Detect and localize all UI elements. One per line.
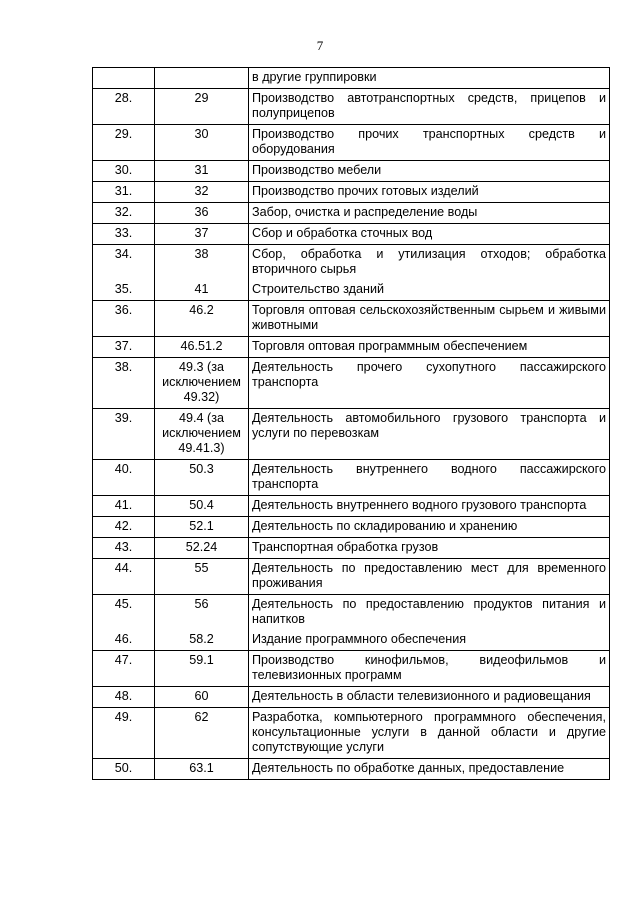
- row-number: 47.: [93, 651, 155, 687]
- row-number: 31.: [93, 182, 155, 203]
- row-number: [93, 68, 155, 89]
- okved-code: 52.1: [155, 517, 249, 538]
- activity-description: Сбор, обработка и утилизация отходов; обработка вторичного сырья: [249, 245, 610, 281]
- table-row: [93, 68, 610, 89]
- table-row: [93, 182, 610, 203]
- table-row: [93, 538, 610, 559]
- activity-description: Производство кинофильмов, видеофильмов и телевизионных программ: [249, 651, 610, 687]
- row-number: 29.: [93, 125, 155, 161]
- okved-code: 49.3 (за исключением 49.32): [155, 358, 249, 409]
- activity-description: Деятельность по обработке данных, предоставление: [249, 759, 610, 780]
- okved-code: 49.4 (за исключением 49.41.3): [155, 409, 249, 460]
- row-number: 48.: [93, 687, 155, 708]
- okved-code: 41: [155, 280, 249, 301]
- activity-description: Сбор и обработка сточных вод: [249, 224, 610, 245]
- row-number: 44.: [93, 559, 155, 595]
- activity-description: Деятельность прочего сухопутного пассажирского транспорта: [249, 358, 610, 409]
- row-number: 40.: [93, 460, 155, 496]
- okved-code: 59.1: [155, 651, 249, 687]
- okved-code: 46.2: [155, 301, 249, 337]
- table-row: [93, 708, 610, 759]
- activity-description: Транспортная обработка грузов: [249, 538, 610, 559]
- table-row: [93, 630, 610, 651]
- row-number: 46.: [93, 630, 155, 651]
- row-number: 35.: [93, 280, 155, 301]
- okved-code: 46.51.2: [155, 337, 249, 358]
- activity-description: Торговля оптовая программным обеспечением: [249, 337, 610, 358]
- okved-code: 62: [155, 708, 249, 759]
- table-row: [93, 496, 610, 517]
- okved-code: 50.4: [155, 496, 249, 517]
- activity-description: Деятельность внутреннего водного пассажирского транспорта: [249, 460, 610, 496]
- okved-code: 31: [155, 161, 249, 182]
- activity-description: Деятельность по предоставлению продуктов питания и напитков: [249, 595, 610, 631]
- table-row: [93, 759, 610, 780]
- row-number: 50.: [93, 759, 155, 780]
- activity-description: Разработка, компьютерного программного обеспечения, консультационные услуги в данной области и другие сопутствующие услуги: [249, 708, 610, 759]
- activity-description: Деятельность по складированию и хранению: [249, 517, 610, 538]
- row-number: 37.: [93, 337, 155, 358]
- okved-code: 37: [155, 224, 249, 245]
- activity-description: Деятельность в области телевизионного и радиовещания: [249, 687, 610, 708]
- row-number: 49.: [93, 708, 155, 759]
- okved-code: 55: [155, 559, 249, 595]
- okved-code: 32: [155, 182, 249, 203]
- table-row: [93, 89, 610, 125]
- row-number: 34.: [93, 245, 155, 281]
- activity-description: Торговля оптовая сельскохозяйственным сырьем и живыми животными: [249, 301, 610, 337]
- activity-description: Деятельность по предоставлению мест для временного проживания: [249, 559, 610, 595]
- okved-code: 60: [155, 687, 249, 708]
- okved-code: 58.2: [155, 630, 249, 651]
- row-number: 33.: [93, 224, 155, 245]
- okved-code: [155, 68, 249, 89]
- row-number: 30.: [93, 161, 155, 182]
- table-row: [93, 161, 610, 182]
- okved-code: 63.1: [155, 759, 249, 780]
- row-number: 43.: [93, 538, 155, 559]
- table-row: [93, 280, 610, 301]
- table-row: [93, 203, 610, 224]
- table-row: [93, 651, 610, 687]
- okved-code: 29: [155, 89, 249, 125]
- row-number: 39.: [93, 409, 155, 460]
- table-row: [93, 301, 610, 337]
- okved-code: 52.24: [155, 538, 249, 559]
- table-row: [93, 125, 610, 161]
- activity-description: Производство прочих транспортных средств и оборудования: [249, 125, 610, 161]
- row-number: 45.: [93, 595, 155, 631]
- row-number: 41.: [93, 496, 155, 517]
- row-number: 28.: [93, 89, 155, 125]
- activity-description: Производство мебели: [249, 161, 610, 182]
- table-row: [93, 687, 610, 708]
- activity-description: Производство прочих готовых изделий: [249, 182, 610, 203]
- okved-code: 50.3: [155, 460, 249, 496]
- activity-description: Производство автотранспортных средств, прицепов и полуприцепов: [249, 89, 610, 125]
- row-number: 38.: [93, 358, 155, 409]
- table-row: [93, 595, 610, 631]
- activity-description: в другие группировки: [249, 68, 610, 89]
- activity-codes-table: [92, 67, 610, 780]
- page-number: 7: [316, 38, 324, 53]
- activity-description: Деятельность автомобильного грузового транспорта и услуги по перевозкам: [249, 409, 610, 460]
- table-row: [93, 517, 610, 538]
- table-row: [93, 224, 610, 245]
- okved-code: 56: [155, 595, 249, 631]
- activity-description: Строительство зданий: [249, 280, 610, 301]
- okved-code: 38: [155, 245, 249, 281]
- okved-code: 36: [155, 203, 249, 224]
- activity-description: Забор, очистка и распределение воды: [249, 203, 610, 224]
- okved-code: 30: [155, 125, 249, 161]
- row-number: 32.: [93, 203, 155, 224]
- table-row: [93, 409, 610, 460]
- table-row: [93, 460, 610, 496]
- table-row: [93, 337, 610, 358]
- table-row: [93, 358, 610, 409]
- row-number: 36.: [93, 301, 155, 337]
- table-row: [93, 245, 610, 281]
- activity-description: Деятельность внутреннего водного грузового транспорта: [249, 496, 610, 517]
- table-row: [93, 559, 610, 595]
- activity-description: Издание программного обеспечения: [249, 630, 610, 651]
- row-number: 42.: [93, 517, 155, 538]
